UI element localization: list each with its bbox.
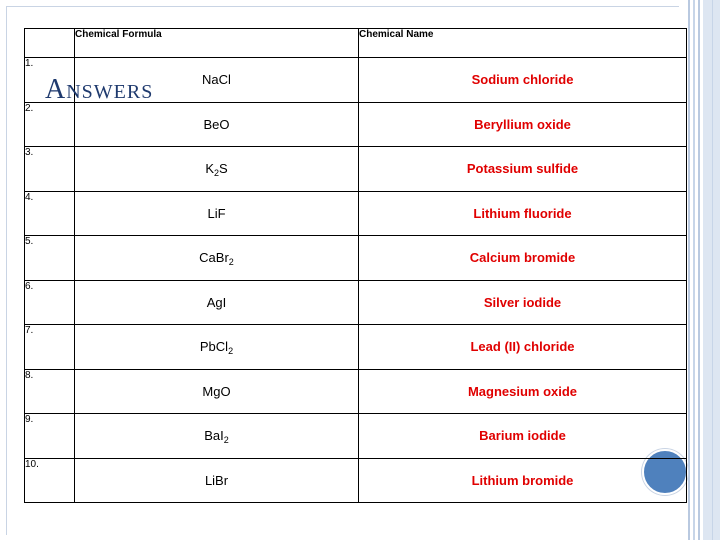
- slide-title: Answers: [45, 74, 154, 105]
- formula-subscript: 2: [223, 435, 229, 446]
- chemical-formula: [75, 414, 359, 459]
- formula-suffix: S: [219, 161, 228, 177]
- formula-base: K: [205, 161, 214, 177]
- formula-column-header: Chemical Formula: [75, 29, 359, 58]
- table-row: [25, 325, 687, 370]
- table-row: [25, 102, 687, 147]
- chemical-formula: [75, 280, 359, 325]
- table-header-row: [25, 29, 687, 58]
- table-row: [25, 147, 687, 192]
- chemical-formula: [75, 369, 359, 414]
- chemical-formula: [75, 191, 359, 236]
- formula-subscript: 2: [213, 168, 219, 179]
- chemical-name: Magnesium oxide: [359, 369, 687, 414]
- chemical-name: Calcium bromide: [359, 236, 687, 281]
- chemical-name: Lead (II) chloride: [359, 325, 687, 370]
- table-row: [25, 458, 687, 503]
- row-number: 6.: [25, 280, 75, 325]
- row-number: 2.: [25, 102, 75, 147]
- chemical-name: Lithium fluoride: [359, 191, 687, 236]
- row-number: 1.: [25, 58, 75, 103]
- table-row: [25, 414, 687, 459]
- chemical-name: Sodium chloride: [359, 58, 687, 103]
- chemical-name: Potassium sulfide: [359, 147, 687, 192]
- formula-subscript: 2: [228, 346, 234, 357]
- formula-base: CaBr: [199, 250, 229, 266]
- chemical-formula: [75, 458, 359, 503]
- formula-base: BeO: [203, 116, 230, 132]
- formula-base: PbCl: [199, 339, 229, 355]
- border-stripe: [698, 0, 700, 540]
- border-stripe: [688, 0, 690, 540]
- formula-base: NaCl: [202, 72, 231, 88]
- table-row: [25, 369, 687, 414]
- chemical-name: Silver iodide: [359, 280, 687, 325]
- formula-subscript: 2: [228, 257, 234, 268]
- formula-base: AgI: [206, 294, 227, 310]
- formula-base: LiBr: [204, 472, 229, 488]
- row-number: 10.: [25, 458, 75, 503]
- row-number: 7.: [25, 325, 75, 370]
- name-column-header: Chemical Name: [359, 29, 687, 58]
- border-stripe: [693, 0, 695, 540]
- chemical-formula: [75, 236, 359, 281]
- table-row: [25, 191, 687, 236]
- row-number: 5.: [25, 236, 75, 281]
- formula-base: LiF: [207, 205, 226, 221]
- chemical-formula: [75, 102, 359, 147]
- number-column-header: [25, 29, 75, 58]
- table-row: [25, 236, 687, 281]
- formula-base: BaI: [204, 428, 224, 444]
- chemical-name: Barium iodide: [359, 414, 687, 459]
- row-number: 3.: [25, 147, 75, 192]
- row-number: 9.: [25, 414, 75, 459]
- border-stripe: [712, 0, 713, 540]
- chemical-formula: [75, 147, 359, 192]
- chemical-formula: [75, 325, 359, 370]
- row-number: 8.: [25, 369, 75, 414]
- table-row: [25, 280, 687, 325]
- row-number: 4.: [25, 191, 75, 236]
- formula-base: MgO: [202, 383, 231, 399]
- chemical-name: Beryllium oxide: [359, 102, 687, 147]
- chemical-name: Lithium bromide: [359, 458, 687, 503]
